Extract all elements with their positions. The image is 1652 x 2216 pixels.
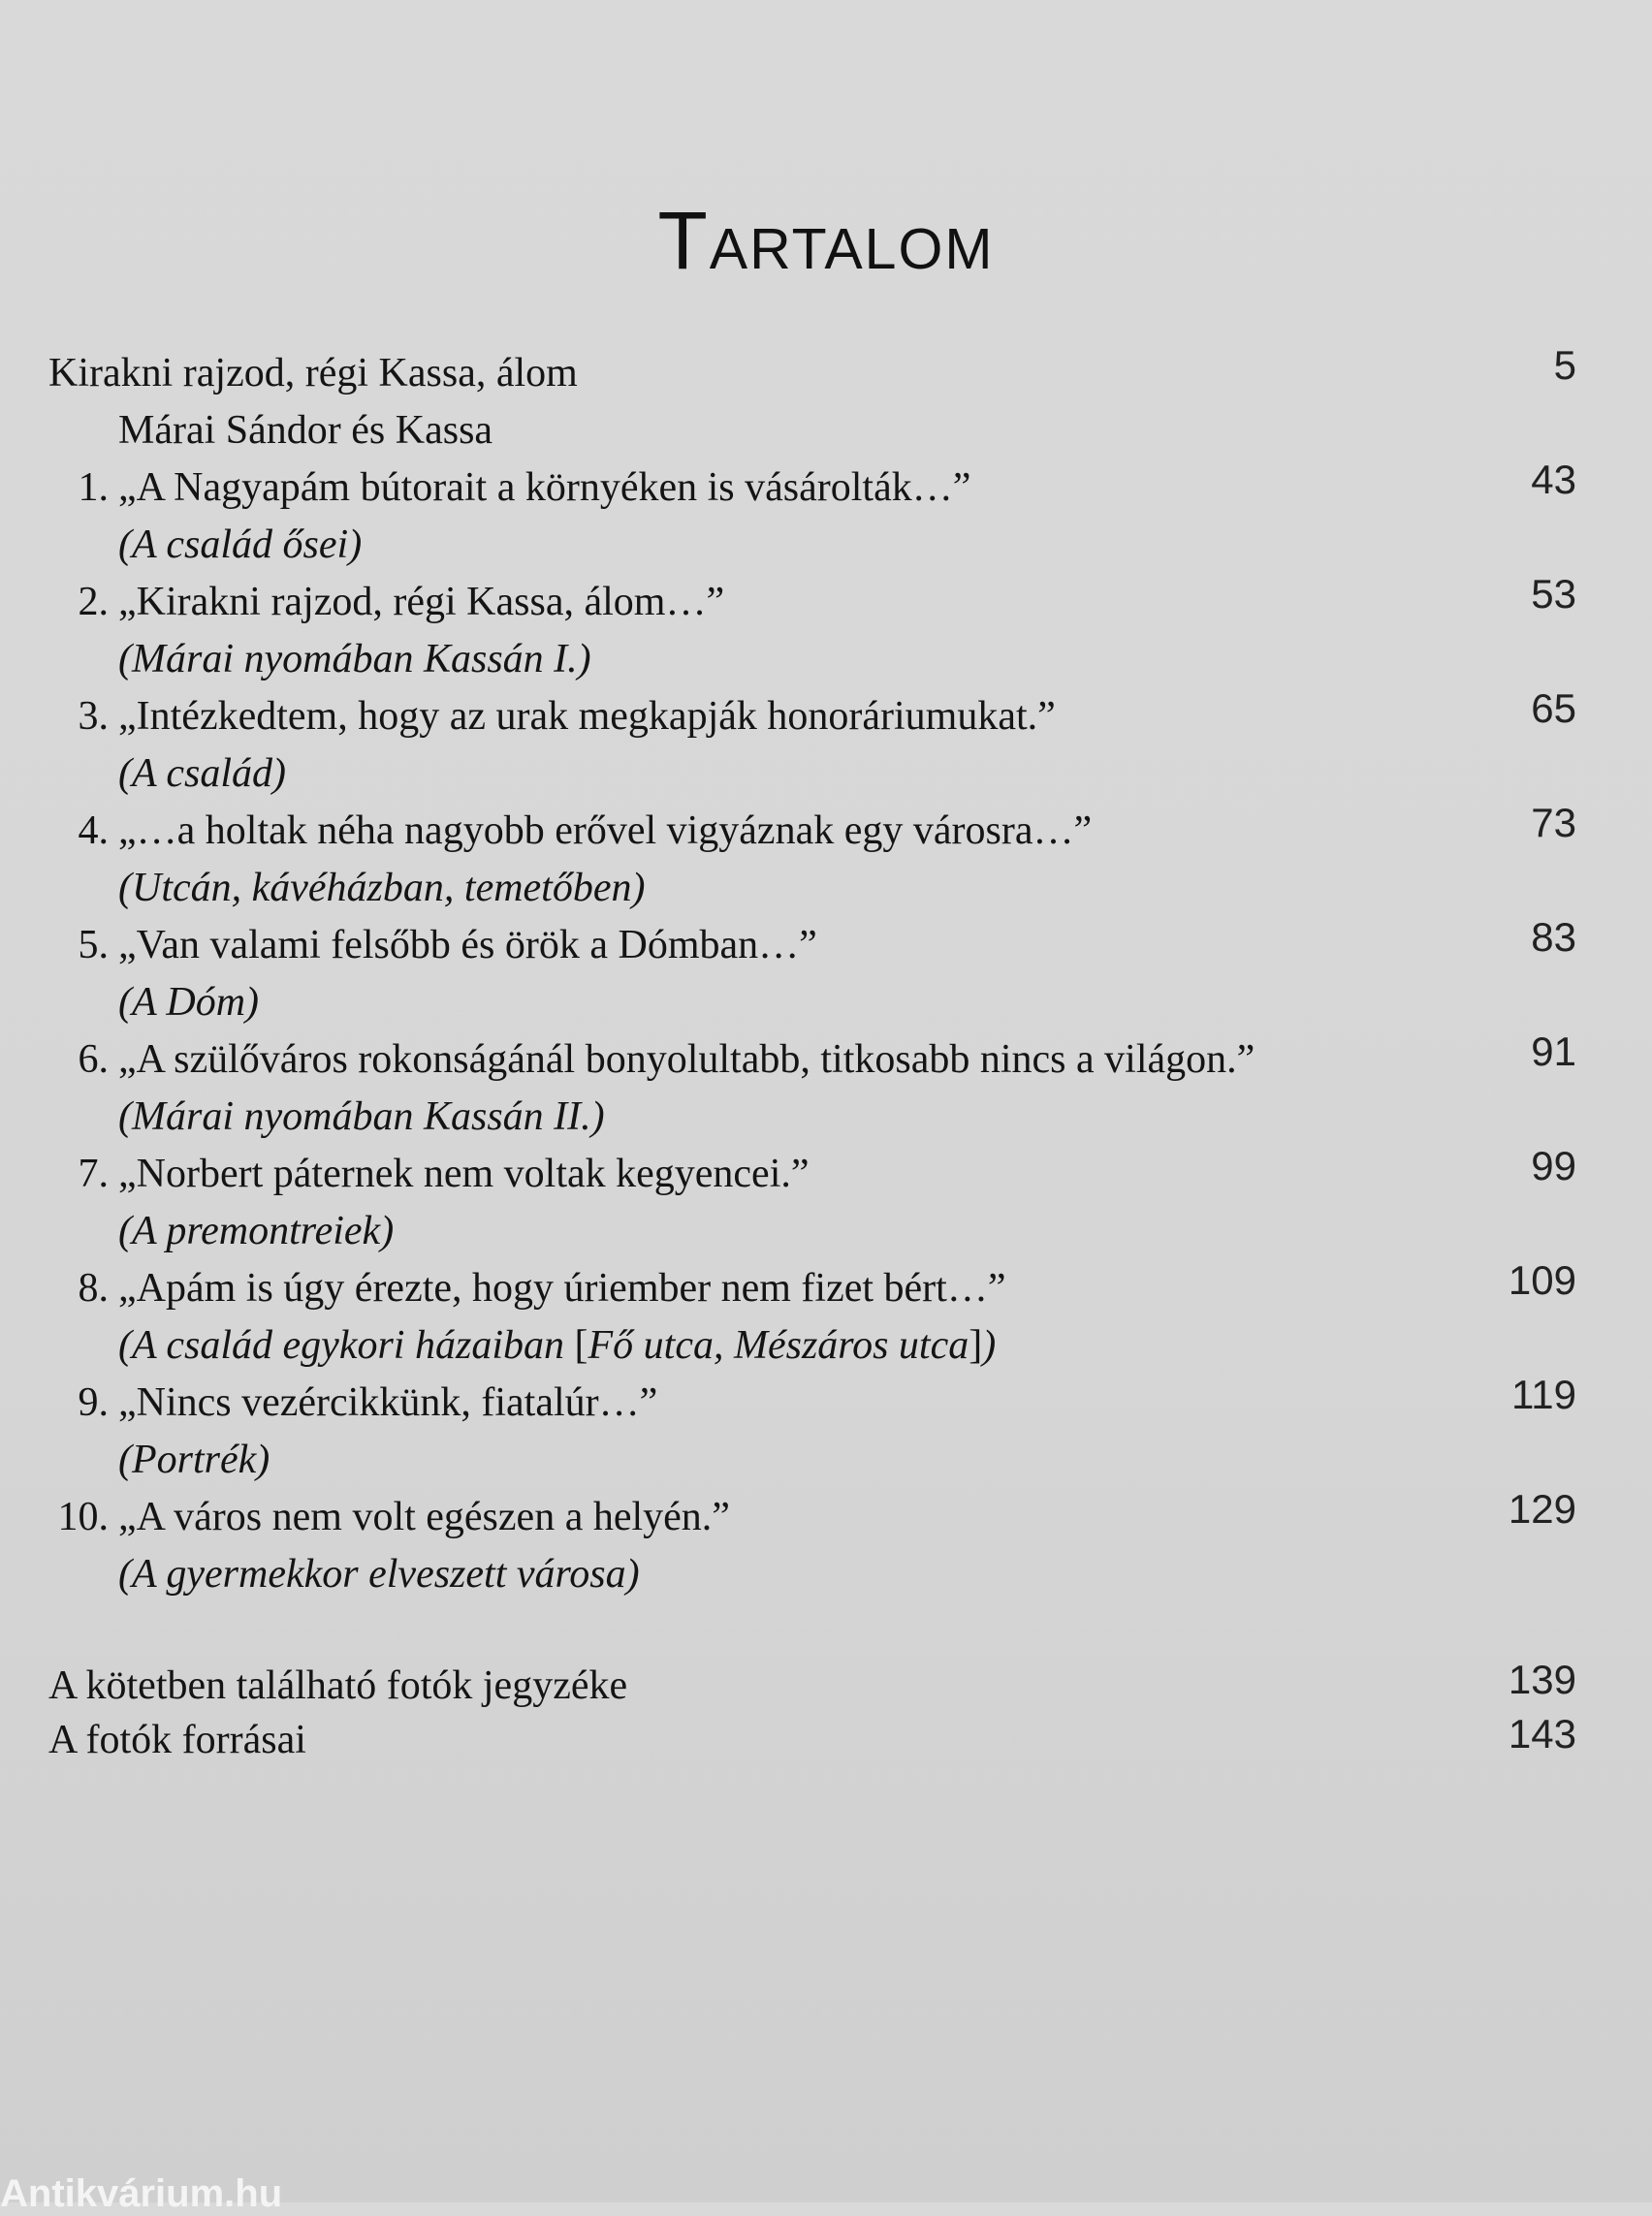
chapter-title: „Intézkedtem, hogy az urak megkapják honoráriumukat.”: [118, 694, 1056, 739]
chapter-number: 4.: [78, 808, 109, 853]
intro-title: Kirakni rajzod, régi Kassa, álom: [48, 351, 578, 396]
intro-page: 5: [1553, 342, 1576, 388]
chapter-subtitle-bracket: [: [574, 1323, 588, 1368]
chapter-subtitle-end: ): [982, 1323, 997, 1368]
chapter-number: 2.: [78, 580, 109, 624]
chapter-title: „Kirakni rajzod, régi Kassa, álom…”: [118, 580, 725, 624]
chapter-number: 6.: [78, 1037, 109, 1082]
chapter-subtitle: (A premontreiek): [118, 1209, 395, 1253]
chapter-title: „Norbert páternek nem voltak kegyencei.”: [118, 1152, 810, 1196]
intro-subtitle: Márai Sándor és Kassa: [118, 408, 493, 453]
chapter-page: 65: [1531, 685, 1576, 731]
chapter-title: „Nincs vezércikkünk, fiatalúr…”: [118, 1380, 658, 1425]
chapter-number: 7.: [78, 1152, 109, 1196]
chapter-page: 129: [1508, 1486, 1576, 1532]
chapter-title: „A szülőváros rokonságánál bonyolultabb, titkosabb nincs a világon.”: [118, 1037, 1255, 1082]
chapter-subtitle: (A Dóm): [118, 980, 260, 1025]
chapter-page: 109: [1508, 1257, 1576, 1303]
chapter-subtitle-bracket: ]: [969, 1323, 983, 1368]
chapter-title: „Van valami felsőbb és örök a Dómban…”: [118, 923, 817, 967]
chapter-number: 3.: [78, 694, 109, 739]
chapter-page: 83: [1531, 914, 1576, 960]
chapter-subtitle: (A gyermekkor elveszett városa): [118, 1552, 640, 1597]
chapter-title: „…a holtak néha nagyobb erővel vigyáznak egy városra…”: [118, 808, 1093, 853]
appendix-photo-sources-title: A fotók forrásai: [48, 1718, 306, 1762]
chapter-number: 1.: [78, 465, 109, 510]
chapter-subtitle: (Portrék): [118, 1438, 270, 1482]
page-title: Tartalom: [657, 195, 995, 286]
appendix-photo-list-page: 139: [1508, 1657, 1576, 1702]
appendix-photo-list-title: A kötetben található fotók jegyzéke: [48, 1663, 628, 1708]
chapter-subtitle-part: (A család egykori házaiban: [118, 1323, 575, 1368]
chapter-subtitle: (A család): [118, 751, 287, 796]
chapter-number: 9.: [78, 1380, 109, 1425]
chapter-subtitle: (Utcán, kávéházban, temetőben): [118, 866, 646, 910]
chapter-page: 53: [1531, 571, 1576, 617]
chapter-page: 73: [1531, 800, 1576, 845]
appendix-photo-sources-page: 143: [1508, 1711, 1576, 1757]
chapter-number: 5.: [78, 923, 109, 967]
chapter-title: „A város nem volt egészen a helyén.”: [118, 1495, 730, 1539]
chapter-subtitle: (Márai nyomában Kassán II.): [118, 1094, 605, 1139]
chapter-page: 119: [1511, 1372, 1576, 1417]
chapter-page: 43: [1531, 457, 1576, 502]
chapter-number: 10.: [57, 1495, 109, 1539]
chapter-subtitle: [118, 1325, 996, 1366]
chapter-page: 91: [1531, 1029, 1576, 1074]
chapter-subtitle-inner: Fő utca, Mészáros utca: [588, 1323, 969, 1368]
chapter-page: 99: [1531, 1143, 1576, 1188]
chapter-title: „Apám is úgy érezte, hogy úriember nem fizet bért…”: [118, 1266, 1006, 1311]
chapter-number: 8.: [78, 1266, 109, 1311]
chapter-subtitle: (Márai nyomában Kassán I.): [118, 637, 591, 681]
chapter-subtitle: (A család ősei): [118, 522, 363, 567]
watermark: Antikvárium.hu: [0, 2172, 283, 2215]
chapter-title: „A Nagyapám bútorait a környéken is vásárolták…”: [118, 465, 971, 510]
